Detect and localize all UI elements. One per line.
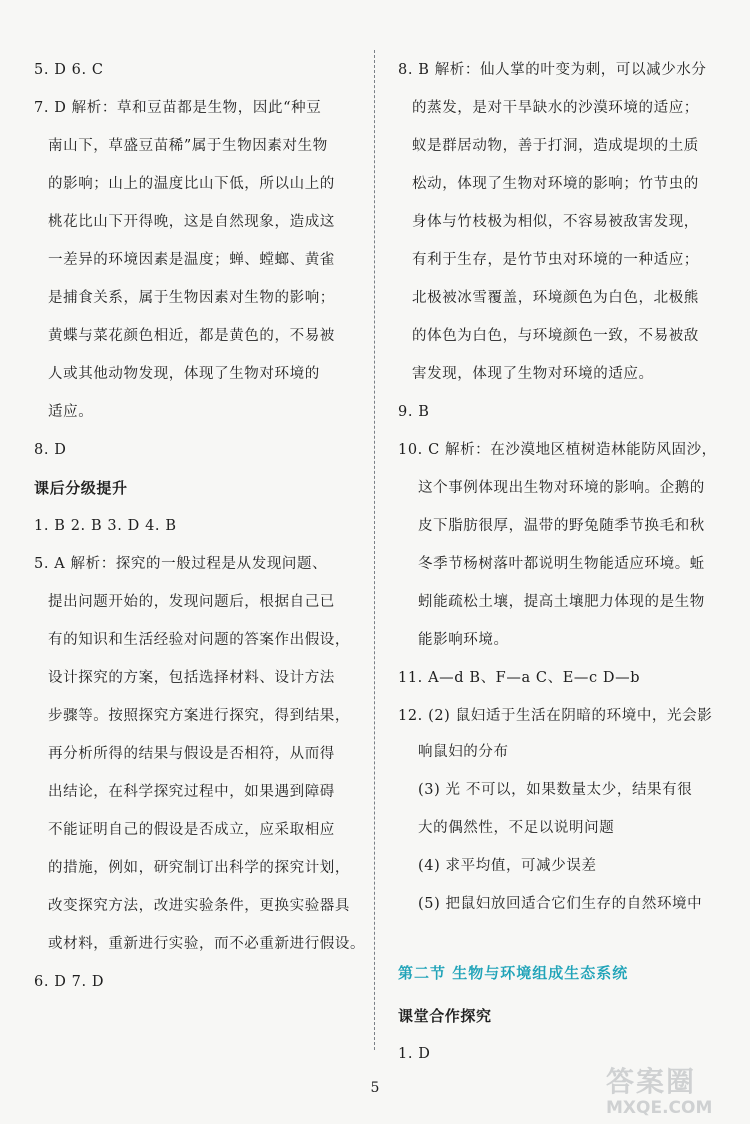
answer-line: 人或其他动物发现，体现了生物对环境的 — [48, 366, 320, 382]
answer-line: 设计探究的方案，包括选择材料、设计方法 — [48, 670, 335, 686]
answer-line: 再分析所得的结果与假设是否相符，从而得 — [48, 746, 335, 762]
answer-line: 桃花比山下开得晚，这是自然现象，造成这 — [48, 214, 335, 230]
answer-line: 大的偶然性，不足以说明问题 — [418, 820, 615, 836]
answer-line: 出结论，在科学探究过程中，如果遇到障碍 — [48, 784, 335, 800]
answer-line: (5) 把鼠妇放回适合它们生存的自然环境中 — [418, 896, 703, 912]
answer-line: 10. C 解析：在沙漠地区植树造林能防风固沙， — [398, 442, 717, 458]
answer-line: 6. D 7. D — [34, 974, 105, 990]
section-heading: 课后分级提升 — [34, 479, 128, 497]
answer-line: 的体色为白色，与环境颜色一致，不易被敌 — [412, 328, 699, 344]
watermark-top-text: 答案圈 — [606, 1065, 697, 1098]
answer-line: (4) 求平均值，可减少误差 — [418, 858, 597, 874]
answer-line: 一差异的环境因素是温度；蝉、螳螂、黄雀 — [48, 252, 335, 268]
answer-line: 蚓能疏松土壤，提高土壤肥力体现的是生物 — [418, 594, 705, 610]
answer-line: 8. D — [34, 442, 67, 458]
watermark-bottom-text: MXQE.COM — [606, 1098, 713, 1118]
answer-line: 冬季节杨树落叶都说明生物能适应环境。蚯 — [418, 556, 705, 572]
answer-line: 1. D — [398, 1046, 431, 1062]
answer-line: 8. B 解析：仙人掌的叶变为刺，可以减少水分 — [398, 62, 707, 78]
watermark-logo — [606, 1066, 746, 1122]
answer-line: 的影响；山上的温度比山下低，所以山上的 — [48, 176, 335, 192]
section-title: 第二节 生物与环境组成生态系统 — [398, 964, 629, 982]
column-divider — [374, 50, 375, 1050]
answer-line: 松动，体现了生物对环境的影响；竹节虫的 — [412, 176, 699, 192]
answer-line: 5. A 解析：探究的一般过程是从发现问题、 — [34, 556, 328, 572]
answer-line: 7. D 解析：草和豆苗都是生物，因此“种豆 — [34, 100, 322, 116]
answer-line: 皮下脂肪很厚，温带的野兔随季节换毛和秋 — [418, 518, 705, 534]
answer-line: 提出问题开始的，发现问题后，根据自己已 — [48, 594, 335, 610]
answer-line: 黄蝶与菜花颜色相近，都是黄色的，不易被 — [48, 328, 335, 344]
answer-line: 有利于生存，是竹节虫对环境的一种适应； — [412, 252, 699, 268]
answer-line: 有的知识和生活经验对问题的答案作出假设， — [48, 632, 350, 648]
answer-line: 改变探究方法，改进实验条件，更换实验器具 — [48, 898, 350, 914]
answer-line: 11. A—d B、F—a C、E—c D—b — [398, 670, 641, 686]
answer-line: 害发现，体现了生物对环境的适应。 — [412, 366, 654, 382]
answer-line: 9. B — [398, 404, 430, 420]
answer-line: 的措施，例如，研究制订出科学的探究计划， — [48, 860, 350, 876]
answer-line: 响鼠妇的分布 — [418, 744, 509, 760]
answer-line: 适应。 — [48, 404, 94, 420]
answer-line: 不能证明自己的假设是否成立，应采取相应 — [48, 822, 335, 838]
answer-line: 蚁是群居动物，善于打洞，造成堤坝的土质 — [412, 138, 699, 154]
answer-line: 是捕食关系，属于生物因素对生物的影响； — [48, 290, 335, 306]
answer-line: 北极被冰雪覆盖，环境颜色为白色，北极熊 — [412, 290, 699, 306]
answer-line: 步骤等。按照探究方案进行探究，得到结果， — [48, 708, 350, 724]
answer-line: (3) 光 不可以，如果数量太少，结果有很 — [418, 782, 693, 798]
answer-line: 或材料，重新进行实验，而不必重新进行假设。 — [48, 936, 366, 952]
answer-line: 能影响环境。 — [418, 632, 509, 648]
answer-line: 身体与竹枝极为相似，不容易被敌害发现， — [412, 214, 699, 230]
answer-line: 1. B 2. B 3. D 4. B — [34, 518, 177, 534]
answer-line: 5. D 6. C — [34, 62, 104, 78]
page-number: 5 — [370, 1080, 380, 1096]
answer-line: 12. (2) 鼠妇适于生活在阴暗的环境中，光会影 — [398, 708, 713, 724]
answer-line: 的蒸发，是对干旱缺水的沙漠环境的适应； — [412, 100, 699, 116]
answer-line: 这个事例体现出生物对环境的影响。企鹅的 — [418, 480, 705, 496]
section-heading: 课堂合作探究 — [398, 1007, 492, 1025]
answer-line: 南山下，草盛豆苗稀”属于生物因素对生物 — [48, 138, 328, 154]
